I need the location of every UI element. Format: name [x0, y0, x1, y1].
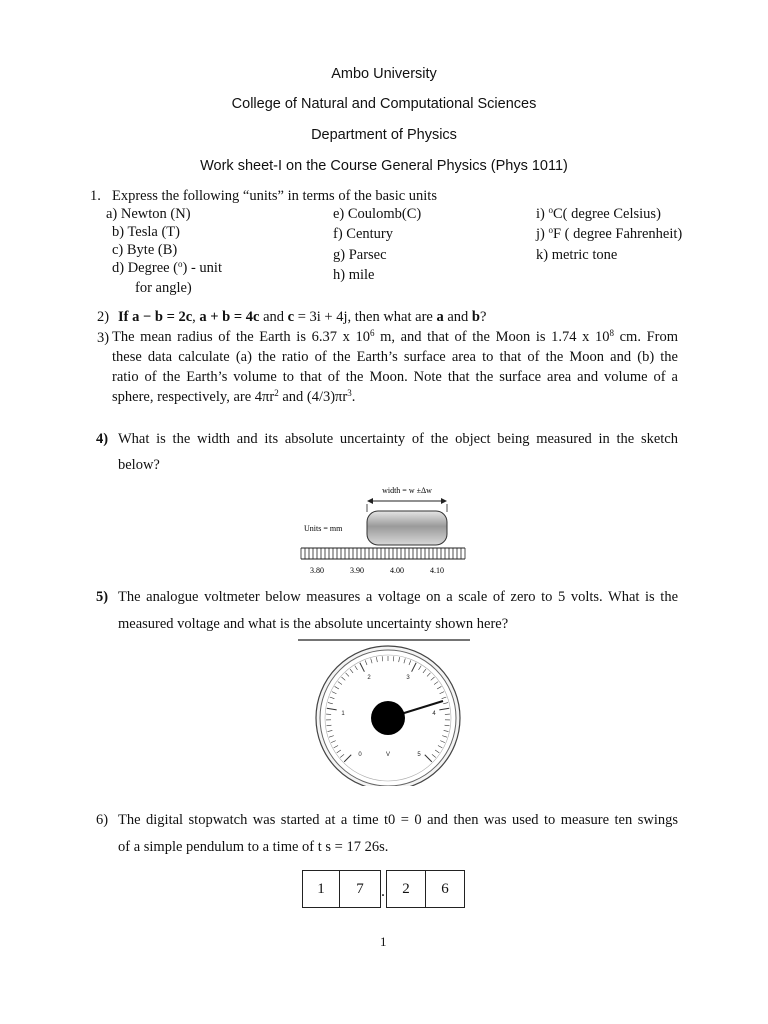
tick-label: 3.90 — [350, 566, 364, 575]
scale-label: 4 — [432, 711, 436, 717]
width-label: width = w ±Δw — [382, 486, 432, 495]
decimal-point: . — [381, 883, 385, 900]
q1-prompt: Express the following “units” in terms of the basic units — [112, 188, 437, 204]
measurement-sketch — [295, 482, 475, 578]
q1-item-d-cont: for angle) — [135, 280, 192, 296]
needle-hub — [371, 701, 405, 735]
measured-object — [367, 511, 447, 545]
q6-line-1: The digital stopwatch was started at a time t0 = 0 and then was used to measure ten swings — [118, 812, 678, 828]
q6-line-2: of a simple pendulum to a time of t s = 17 26s. — [118, 839, 389, 855]
university-name: Ambo University — [331, 66, 437, 82]
q3-line-3: ratio of the Earth’s volume to that of the Moon. Note that the surface area and volume of a — [112, 369, 678, 385]
q6-number: 6) — [96, 812, 109, 828]
tick-label: 4.00 — [390, 566, 404, 575]
q1-item-c: c) Byte (B) — [112, 242, 178, 258]
analogue-voltmeter — [298, 638, 470, 786]
scale-label: 0 — [358, 752, 362, 758]
q1-item-e: e) Coulomb(C) — [333, 206, 422, 222]
page-number: 1 — [380, 934, 387, 949]
q1-item-f: f) Century — [333, 226, 393, 242]
units-label: Units = mm — [304, 524, 343, 533]
scale-label: 1 — [341, 711, 345, 717]
q2-text: If a − b = 2c, a + b = 4c and c = 3i + 4j, then what are a and b? — [118, 309, 487, 325]
q1-item-b: b) Tesla (T) — [112, 224, 180, 240]
college-name: College of Natural and Computational Sciences — [231, 96, 537, 112]
q1-number: 1. — [90, 188, 101, 204]
q3-paragraph — [112, 327, 678, 407]
digit-box: 7 — [339, 870, 381, 908]
q4-line-1: What is the width and its absolute uncertainty of the object being measured in the sketch — [118, 431, 678, 447]
unit-label: V — [385, 752, 391, 758]
q1-item-a: a) Newton (N) — [106, 206, 191, 222]
q5-number: 5) — [96, 589, 109, 605]
worksheet-title: Work sheet-I on the Course General Physics (Phys 1011) — [200, 158, 568, 174]
q1-item-d: d) Degree ($^o$) - unit — [112, 259, 222, 276]
digit-box: 6 — [425, 870, 465, 908]
scale-label: 3 — [406, 675, 410, 681]
q4-line-2: below? — [118, 457, 160, 473]
ruler — [301, 548, 465, 559]
digit-box: 1 — [302, 870, 340, 908]
q3-number: 3) — [97, 330, 110, 346]
q3-line-2: these data calculate (a) the ratio of the Earth’s surface area to that of the Moon and (b) the — [112, 349, 678, 365]
tick-label: 4.10 — [430, 566, 444, 575]
q1-item-k: k) metric tone — [536, 247, 618, 263]
q3-line-4: sphere, respectively, are $4\pi r^2$ and $(4/3)\pi r^3$. — [112, 388, 356, 405]
tick-label: 3.80 — [310, 566, 324, 575]
q4-number: 4) — [96, 431, 109, 447]
q5-line-1: The analogue voltmeter below measures a voltage on a scale of zero to 5 volts. What is the — [118, 589, 678, 605]
scale-label: 5 — [417, 752, 421, 758]
q2-number: 2) — [97, 309, 110, 325]
q1-item-h: h) mile — [333, 267, 375, 283]
q5-line-2: measured voltage and what is the absolute uncertainty shown here? — [118, 616, 509, 632]
q3-line-1: The mean radius of the Earth is 6.37 x $10^6$ m, and that of the Moon is 1.74 x $10^8$ cm. From — [112, 328, 679, 345]
scale-label: 2 — [367, 675, 371, 681]
department-name: Department of Physics — [311, 127, 457, 143]
q1-item-i: i) $^o$C( degree Celsius) — [536, 205, 661, 222]
q1-item-j: j) $^o$F ( degree Fahrenheit) — [536, 225, 683, 242]
digit-box: 2 — [386, 870, 426, 908]
q1-item-g: g) Parsec — [333, 247, 387, 263]
